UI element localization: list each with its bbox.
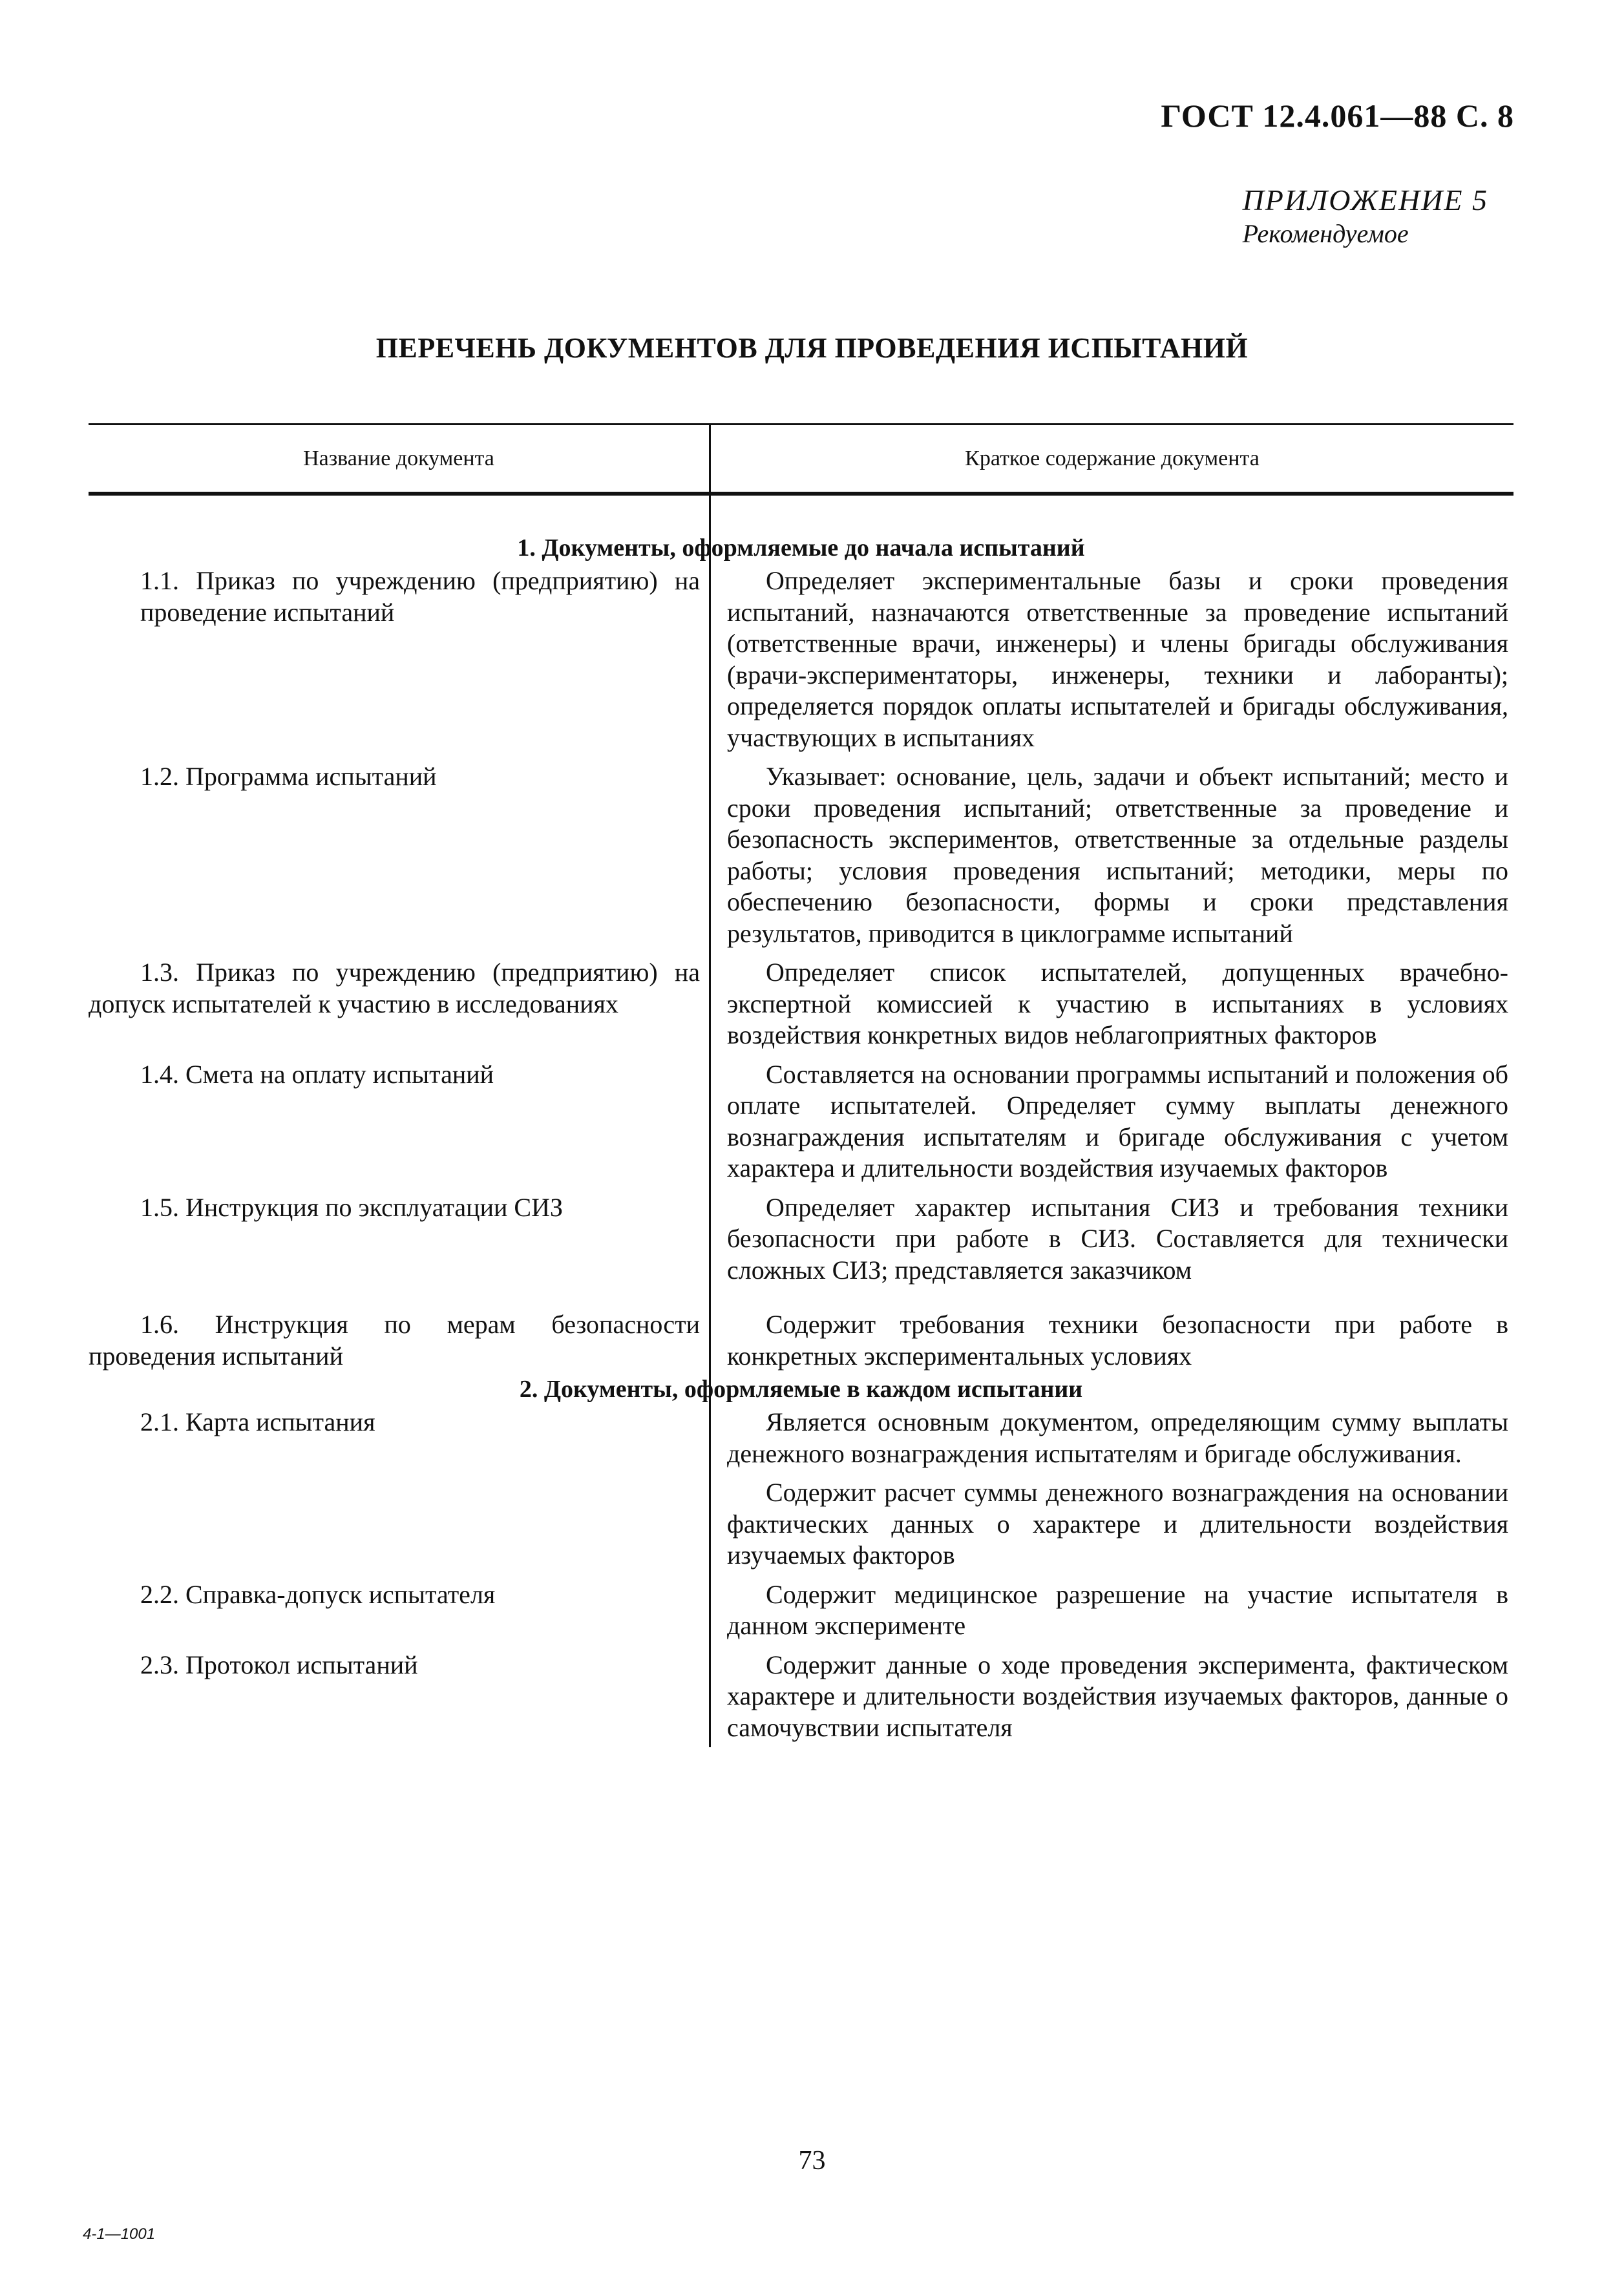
page-header: ГОСТ 12.4.061—88 С. 8 bbox=[1161, 98, 1514, 134]
table-row bbox=[89, 1407, 1513, 1571]
table-row bbox=[89, 1650, 1513, 1753]
description-paragraph: Содержит расчет суммы денежного вознаграждения на основании фактических данных о характере и длительности воздействия изучаемых факторов bbox=[727, 1478, 1508, 1570]
table-row bbox=[89, 1059, 1513, 1184]
document-name-text: 1.3. Приказ по учреждению (предприятию) на допуск испытателей к участию в исследованиях bbox=[89, 958, 700, 1018]
document-name bbox=[89, 565, 709, 753]
description-paragraph: Указывает: основание, цель, задачи и объект испытаний; место и сроки проведения испытаний; ответственные за проведение и безопасность экспериментов, ответственные за отдельные разделы работы; условия проведения испытаний; методики, меры по обеспечению безопасности, формы и сроки представления результатов, приводится в циклограмме испытаний bbox=[727, 762, 1508, 948]
table-row bbox=[89, 565, 1513, 753]
description-paragraph: Составляется на основании программы испытаний и положения об оплате испытателей. Определяет сумму выплаты денежного вознаграждения испытателям и бригаде обслуживания с учетом характера и длительности воздействия изучаемых факторов bbox=[727, 1059, 1508, 1182]
section-heading: 2. Документы, оформляемые в каждом испытании bbox=[519, 1376, 1083, 1403]
document-name bbox=[89, 1579, 709, 1642]
documents-table bbox=[89, 423, 1513, 1752]
description-paragraph: Содержит требования техники безопасности при работе в конкретных экспериментальных условиях bbox=[727, 1310, 1508, 1371]
document-description bbox=[709, 565, 1513, 753]
document-description bbox=[709, 761, 1513, 949]
document-name bbox=[89, 1059, 709, 1184]
table-row bbox=[89, 957, 1513, 1051]
document-description bbox=[709, 1309, 1513, 1372]
document-name-text: 2.1. Карта испытания bbox=[140, 1407, 375, 1436]
document-name-text: 1.6. Инструкция по мерам безопасности проведения испытаний bbox=[89, 1310, 700, 1371]
document-description bbox=[709, 957, 1513, 1051]
description-paragraph: Определяет характер испытания СИЗ и требования техники безопасности при работе в СИЗ. Составляется для технически сложных СИЗ; представляется заказчиком bbox=[727, 1192, 1508, 1285]
printer-code: 4-1—1001 bbox=[83, 2225, 156, 2243]
document-name bbox=[89, 1192, 709, 1287]
document-name bbox=[89, 957, 709, 1051]
document-name-text: 1.2. Программа испытаний bbox=[140, 762, 437, 791]
document-name bbox=[89, 1309, 709, 1372]
table-body bbox=[89, 496, 1513, 1752]
appendix-label bbox=[1243, 183, 1488, 249]
table-header bbox=[89, 423, 1513, 496]
document-description bbox=[709, 1407, 1513, 1571]
appendix-status: Рекомендуемое bbox=[1242, 219, 1409, 248]
column-header-name: Название документа bbox=[89, 425, 711, 492]
document-name bbox=[89, 1650, 709, 1744]
document-name-text: 1.1. Приказ по учреждению (предприятию) на проведение испытаний bbox=[140, 566, 700, 627]
table-row bbox=[89, 1309, 1513, 1372]
table-row bbox=[89, 761, 1513, 949]
document-name-text: 1.5. Инструкция по эксплуатации СИЗ bbox=[140, 1192, 564, 1222]
document-description bbox=[709, 1650, 1513, 1744]
description-paragraph: Является основным документом, определяющим сумму выплаты денежного вознаграждения испытателям и бригаде обслуживания. bbox=[727, 1407, 1508, 1468]
table-row bbox=[89, 1192, 1513, 1287]
column-header-content: Краткое содержание документа bbox=[965, 446, 1260, 470]
document-name-text: 2.2. Справка-допуск испытателя bbox=[140, 1579, 496, 1609]
description-paragraph: Определяет список испытателей, допущенных врачебно-экспертной комиссией к участию в испытаниях в условиях воздействия конкретных видов неблагоприятных факторов bbox=[727, 958, 1508, 1049]
document-description bbox=[709, 1059, 1513, 1184]
description-paragraph: Содержит данные о ходе проведения эксперимента, фактическом характере и длительности воздействия изучаемых факторов, данные о самочувствии испытателя bbox=[727, 1650, 1508, 1742]
description-paragraph: Содержит медицинское разрешение на участие испытателя в данном эксперименте bbox=[727, 1579, 1508, 1640]
document-name bbox=[89, 761, 709, 949]
document-name bbox=[89, 1407, 709, 1571]
page-number: 73 bbox=[798, 2146, 826, 2176]
description-paragraph: Определяет экспериментальные базы и сроки проведения испытаний, назначаются ответственные за проведение испытаний (ответственные врачи, инженеры) и члены бригады обслуживания (врачи-экспериментаторы, инженеры, техники и лаборанты); определяется порядок оплаты испытателей и бригады обслуживания, участвующих в испытаниях bbox=[727, 566, 1508, 752]
table-row bbox=[89, 1579, 1513, 1642]
document-name-text: 2.3. Протокол испытаний bbox=[140, 1650, 418, 1679]
document-name-text: 1.4. Смета на оплату испытаний bbox=[140, 1059, 494, 1089]
document-description bbox=[709, 1579, 1513, 1642]
section-heading: 1. Документы, оформляемые до начала испытаний bbox=[517, 534, 1085, 562]
document-title: ПЕРЕЧЕНЬ ДОКУМЕНТОВ ДЛЯ ПРОВЕДЕНИЯ ИСПЫТАНИЙ bbox=[375, 332, 1249, 364]
appendix-number: ПРИЛОЖЕНИЕ 5 bbox=[1242, 184, 1488, 216]
document-description bbox=[709, 1192, 1513, 1287]
